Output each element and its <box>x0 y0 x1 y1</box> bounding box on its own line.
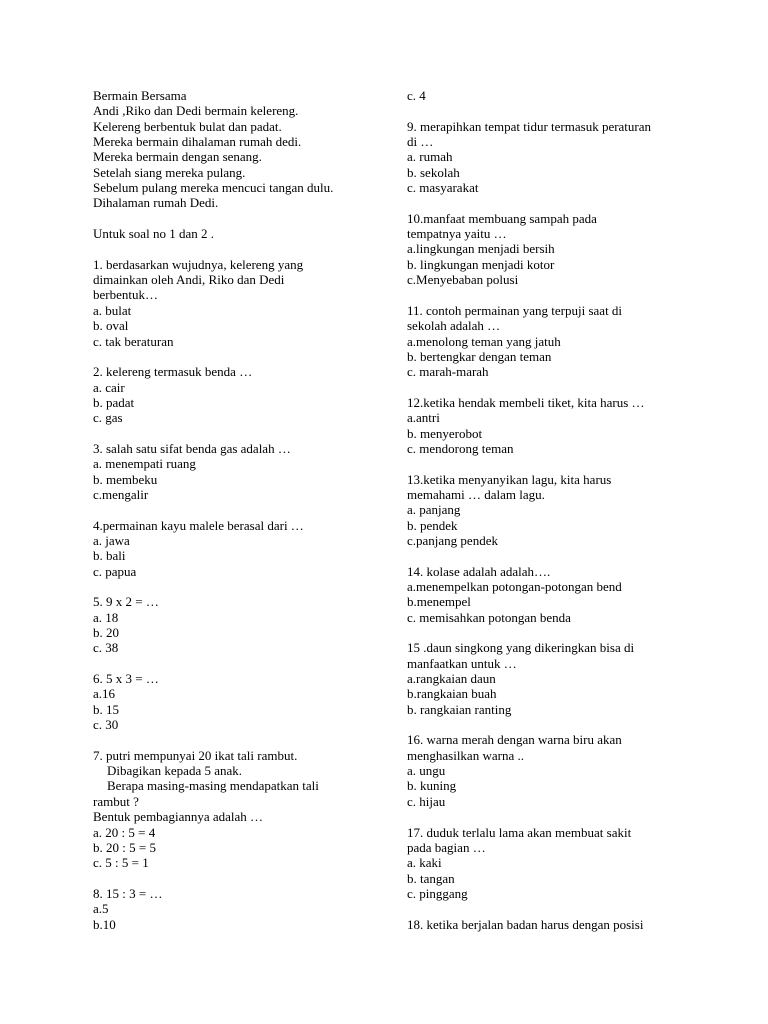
text-line: 10.manfaat membuang sampah pada <box>407 210 597 226</box>
text-line: b. oval <box>93 318 129 334</box>
text-line: c.panjang pendek <box>407 532 498 548</box>
text-line: Dibagikan kepada 5 anak. <box>107 763 243 779</box>
blank-line <box>93 241 393 256</box>
blank-line <box>93 732 393 747</box>
text-line: a.antri <box>407 410 440 426</box>
right-column <box>407 88 697 932</box>
text-line: b. padat <box>93 394 135 410</box>
text-line: dimainkan oleh Andi, Riko dan Dedi <box>93 272 285 288</box>
text-line: 9. merapihkan tempat tidur termasuk peraturan <box>407 118 652 134</box>
text-line: a. 18 <box>93 609 119 625</box>
text-line: memahami … dalam lagu. <box>407 486 545 502</box>
text-line: berbentuk… <box>93 287 158 303</box>
text-line: a. 20 : 5 = 4 <box>93 824 156 840</box>
blank-line <box>93 656 393 671</box>
blank-line <box>93 502 393 517</box>
text-line: 16. warna merah dengan warna biru akan <box>407 732 622 748</box>
text-line: c. 5 : 5 = 1 <box>93 855 149 871</box>
text-line: Untuk soal no 1 dan 2 . <box>93 226 214 242</box>
text-line: Mereka bermain dengan senang. <box>93 149 262 165</box>
text-line: Andi ,Riko dan Dedi bermain kelereng. <box>93 103 299 119</box>
text-line: b.menempel <box>407 594 471 610</box>
text-line: pada bagian … <box>407 839 486 855</box>
blank-line <box>407 625 697 640</box>
text-line: b. 20 <box>93 625 119 641</box>
text-line: c.mengalir <box>93 486 149 502</box>
text-line: b. kuning <box>407 778 457 794</box>
text-line: 3. salah satu sifat benda gas adalah … <box>93 440 291 456</box>
text-line: b. menyerobot <box>407 425 483 441</box>
text-line: menghasilkan warna .. <box>407 747 524 763</box>
text-line: c. 4 <box>407 88 426 103</box>
text-line: a. rumah <box>407 149 453 165</box>
text-line: c. masyarakat <box>407 180 479 196</box>
text-line: c. marah-marah <box>407 364 489 380</box>
blank-line <box>407 901 697 916</box>
text-line: 13.ketika menyanyikan lagu, kita harus <box>407 471 612 487</box>
blank-line <box>93 871 393 886</box>
text-line: b. pendek <box>407 517 458 533</box>
text-line: sekolah adalah … <box>407 318 501 334</box>
text-line: 14. kolase adalah adalah…. <box>407 563 551 579</box>
text-line: Bentuk pembagiannya adalah … <box>93 809 264 825</box>
blank-line <box>407 809 697 824</box>
text-line: a.16 <box>93 686 116 702</box>
blank-line <box>93 349 393 364</box>
text-line: Mereka bermain dihalaman rumah dedi. <box>93 134 302 150</box>
text-line: b. bertengkar dengan teman <box>407 348 552 364</box>
text-line: 8. 15 : 3 = … <box>93 885 163 901</box>
text-line: c.Menyebaban polusi <box>407 272 519 288</box>
blank-line <box>407 548 697 563</box>
text-line: Kelereng berbentuk bulat dan padat. <box>93 118 282 134</box>
text-line: 1. berdasarkan wujudnya, kelereng yang <box>93 256 304 272</box>
text-line: manfaatkan untuk … <box>407 655 517 671</box>
text-line: a. bulat <box>93 302 132 318</box>
blank-line <box>93 211 393 226</box>
text-line: a.menempelkan potongan-potongan bend <box>407 579 622 594</box>
text-line: Bermain Bersama <box>93 88 187 103</box>
text-line: Berapa masing-masing mendapatkan tali <box>107 778 319 794</box>
text-line: c. pinggang <box>407 885 468 901</box>
text-line: c. tak beraturan <box>93 333 174 349</box>
text-line: c. mendorong teman <box>407 440 514 456</box>
text-line: 4.permainan kayu malele berasal dari … <box>93 517 304 533</box>
text-line: a. kaki <box>407 855 442 871</box>
text-line: 6. 5 x 3 = … <box>93 671 159 687</box>
text-line: a.menolong teman yang jatuh <box>407 333 561 349</box>
text-line: b.10 <box>93 916 116 932</box>
text-line: b. tangan <box>407 870 455 886</box>
text-line: 5. 9 x 2 = … <box>93 594 159 610</box>
text-line: a. cair <box>93 379 125 395</box>
text-line: 11. contoh permainan yang terpuji saat di <box>407 302 623 318</box>
text-line: b. 15 <box>93 701 119 717</box>
text-line: b. 20 : 5 = 5 <box>93 839 156 855</box>
text-line: Setelah siang mereka pulang. <box>93 164 246 180</box>
text-line: a.rangkaian daun <box>407 671 496 687</box>
text-line: di … <box>407 134 434 150</box>
text-line: 17. duduk terlalu lama akan membuat sakit <box>407 824 632 840</box>
blank-line <box>407 717 697 732</box>
text-line: a. ungu <box>407 763 446 779</box>
text-line: b. sekolah <box>407 164 460 180</box>
text-line: 2. kelereng termasuk benda … <box>93 364 253 380</box>
text-line: 12.ketika hendak membeli tiket, kita harus … <box>407 394 645 410</box>
text-line: 15 .daun singkong yang dikeringkan bisa di <box>407 640 635 656</box>
text-line: c. 30 <box>93 717 119 733</box>
text-line: c. gas <box>93 410 123 426</box>
blank-line <box>93 426 393 441</box>
text-line: b. lingkungan menjadi kotor <box>407 256 555 272</box>
blank-line <box>407 103 697 118</box>
text-line: b. rangkaian ranting <box>407 701 512 717</box>
text-line: c. hijau <box>407 793 446 809</box>
text-line: Dihalaman rumah Dedi. <box>93 195 219 211</box>
text-line: b. membeku <box>93 471 158 487</box>
text-line: tempatnya yaitu … <box>407 226 507 242</box>
text-line: 7. putri mempunyai 20 ikat tali rambut. <box>93 747 298 763</box>
text-line: c. memisahkan potongan benda <box>407 609 571 625</box>
text-line: 18. ketika berjalan badan harus dengan posisi <box>407 916 644 932</box>
left-column <box>93 88 393 932</box>
blank-line <box>407 456 697 471</box>
text-line: a.lingkungan menjadi bersih <box>407 241 555 257</box>
blank-line <box>407 195 697 210</box>
text-line: Sebelum pulang mereka mencuci tangan dulu. <box>93 180 334 196</box>
text-line: rambut ? <box>93 793 139 809</box>
text-line: b. bali <box>93 548 126 564</box>
text-line: a. jawa <box>93 532 130 548</box>
text-line: c. 38 <box>93 640 119 656</box>
text-line: a. panjang <box>407 502 461 518</box>
text-line: a. menempati ruang <box>93 456 196 472</box>
text-line: c. papua <box>93 563 137 579</box>
blank-line <box>407 287 697 302</box>
blank-line <box>407 380 697 395</box>
text-line: a.5 <box>93 901 109 917</box>
blank-line <box>93 579 393 594</box>
text-line: b.rangkaian buah <box>407 686 497 702</box>
